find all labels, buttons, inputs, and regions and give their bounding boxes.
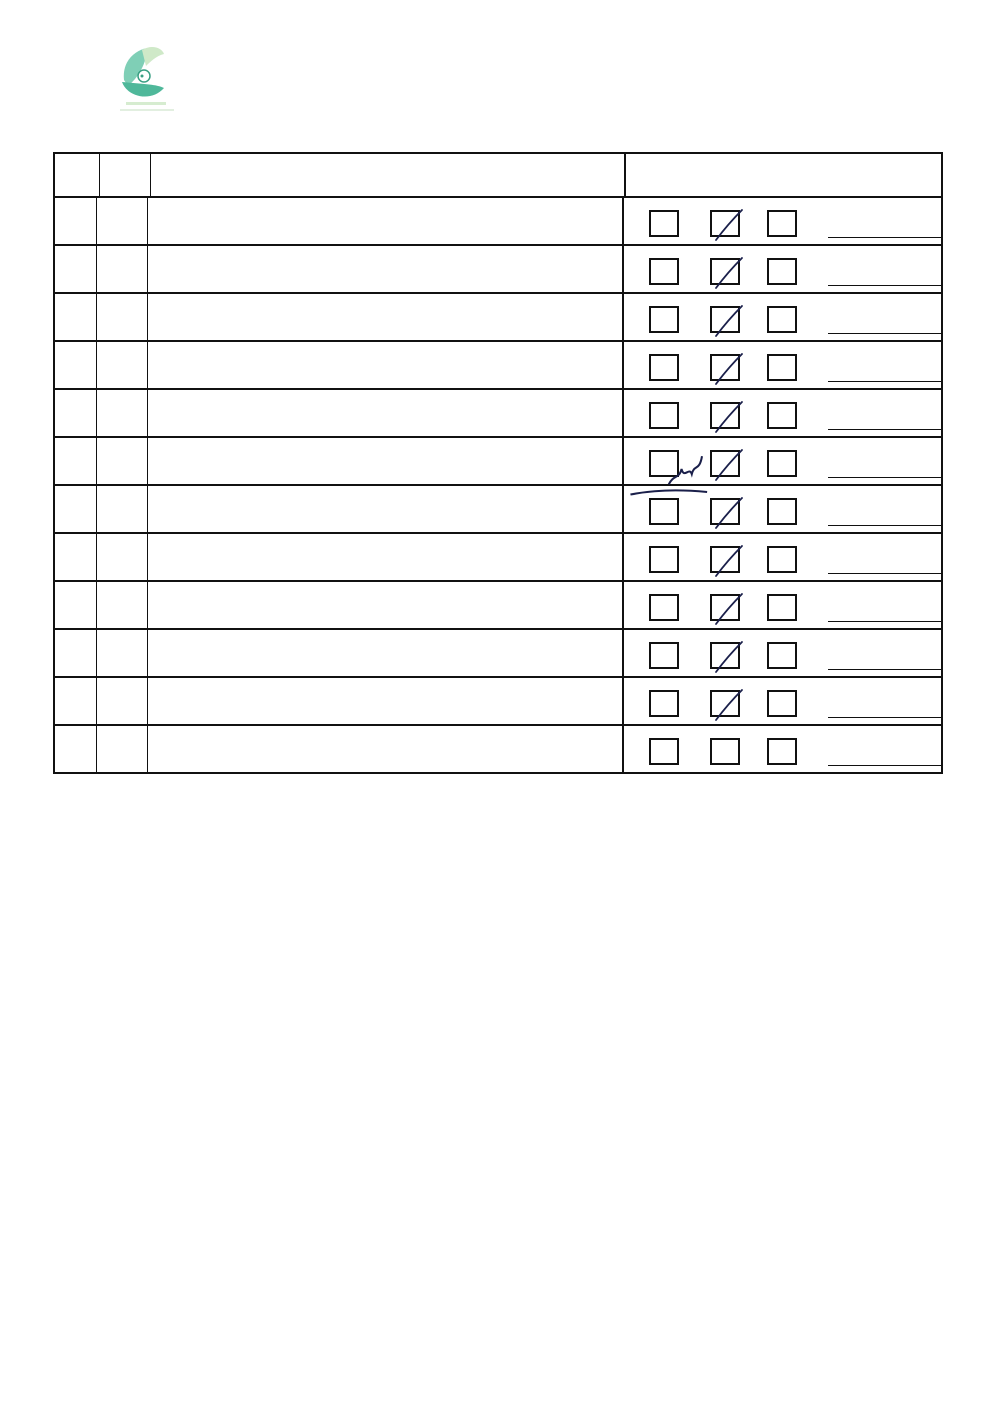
yes-checkbox[interactable] [710,354,740,381]
answer-cell [624,390,943,436]
table-row [53,582,943,630]
header-question-cell [150,154,626,196]
question-text [148,438,624,484]
no-checkbox[interactable] [767,594,797,621]
yes-checkbox[interactable] [710,402,740,429]
no-checkbox[interactable] [767,498,797,525]
no-checkbox[interactable] [767,642,797,669]
answer-cell [624,678,943,724]
check-mark-icon [708,542,748,578]
item-number [53,198,97,244]
question-text [148,534,624,580]
yes-checkbox[interactable] [710,690,740,717]
question-text [148,198,624,244]
eia-ref [97,486,148,532]
item-number [53,678,97,724]
yes-checkbox[interactable] [710,738,740,765]
check-mark-icon [708,446,748,482]
check-mark-icon [708,494,748,530]
yes-checkbox[interactable] [710,546,740,573]
check-mark-icon [708,590,748,626]
na-checkbox[interactable] [649,402,679,429]
no-checkbox[interactable] [767,690,797,717]
eia-ref [97,390,148,436]
item-number [53,582,97,628]
table-row [53,198,943,246]
company-contact [843,91,873,108]
question-text [148,294,624,340]
table-row [53,294,943,342]
eia-ref [97,438,148,484]
remarks-line [828,429,941,430]
eia-ref [97,630,148,676]
na-checkbox[interactable] [649,258,679,285]
header-item-cell [55,154,100,196]
item-number [53,630,97,676]
question-text [148,726,624,772]
no-checkbox[interactable] [767,738,797,765]
eia-ref [97,246,148,292]
remarks-line [828,237,941,238]
item-number [53,342,97,388]
remarks-line [828,333,941,334]
yes-checkbox[interactable] [710,594,740,621]
na-checkbox[interactable] [649,690,679,717]
answer-cell [624,582,943,628]
table-row [53,486,943,534]
remarks-line [828,525,941,526]
table-row [53,390,943,438]
eia-ref [97,582,148,628]
eia-ref [97,294,148,340]
remarks-line [828,717,941,718]
question-text [148,582,624,628]
na-checkbox[interactable] [649,642,679,669]
check-mark-icon [708,398,748,434]
no-checkbox[interactable] [767,354,797,381]
na-checkbox[interactable] [649,210,679,237]
na-checkbox[interactable] [649,498,679,525]
yes-checkbox[interactable] [710,642,740,669]
eia-ref [97,678,148,724]
item-number [53,294,97,340]
answer-cell [624,630,943,676]
table-row [53,438,943,486]
item-number [53,534,97,580]
table-row [53,534,943,582]
table-row [53,246,943,294]
question-text [148,342,624,388]
na-checkbox[interactable] [649,450,679,477]
question-text [148,630,624,676]
company-logo [112,40,182,115]
remarks-line [828,285,941,286]
item-number [53,246,97,292]
eia-ref [97,198,148,244]
check-mark-icon [708,302,748,338]
no-checkbox[interactable] [767,450,797,477]
table-row [53,726,943,774]
yes-checkbox[interactable] [710,498,740,525]
table-row [53,342,943,390]
answer-cell [624,486,943,532]
no-checkbox[interactable] [767,546,797,573]
check-mark-icon [708,686,748,722]
yes-checkbox[interactable] [710,258,740,285]
item-number [53,438,97,484]
question-text [148,486,624,532]
remarks-line [828,573,941,574]
table-row [53,678,943,726]
answer-cell [624,246,943,292]
eia-ref [97,534,148,580]
question-text [148,678,624,724]
eia-ref [97,726,148,772]
no-checkbox[interactable] [767,258,797,285]
yes-checkbox[interactable] [710,450,740,477]
check-mark-icon [708,350,748,386]
table-header [53,152,943,198]
remarks-line [828,669,941,670]
no-checkbox[interactable] [767,210,797,237]
answer-cell [624,726,943,772]
remarks-line [828,477,941,478]
answer-cell [624,438,943,484]
no-checkbox[interactable] [767,306,797,333]
item-number [53,390,97,436]
item-number [53,726,97,772]
na-checkbox[interactable] [649,738,679,765]
header-eia-cell [99,154,151,196]
answer-cell [624,342,943,388]
answer-cell [624,534,943,580]
na-checkbox[interactable] [649,594,679,621]
check-mark-icon [708,254,748,290]
na-checkbox[interactable] [649,546,679,573]
na-checkbox[interactable] [649,306,679,333]
na-checkbox[interactable] [649,354,679,381]
eia-ref [97,342,148,388]
yes-checkbox[interactable] [710,210,740,237]
answer-cell [624,198,943,244]
question-text [148,246,624,292]
remarks-line [828,765,941,766]
yes-checkbox[interactable] [710,306,740,333]
check-mark-icon [708,638,748,674]
check-mark-icon [708,206,748,242]
item-number [53,486,97,532]
answer-cell [624,294,943,340]
question-text [148,390,624,436]
table-row [53,630,943,678]
no-checkbox[interactable] [767,402,797,429]
remarks-line [828,621,941,622]
remarks-line [828,381,941,382]
